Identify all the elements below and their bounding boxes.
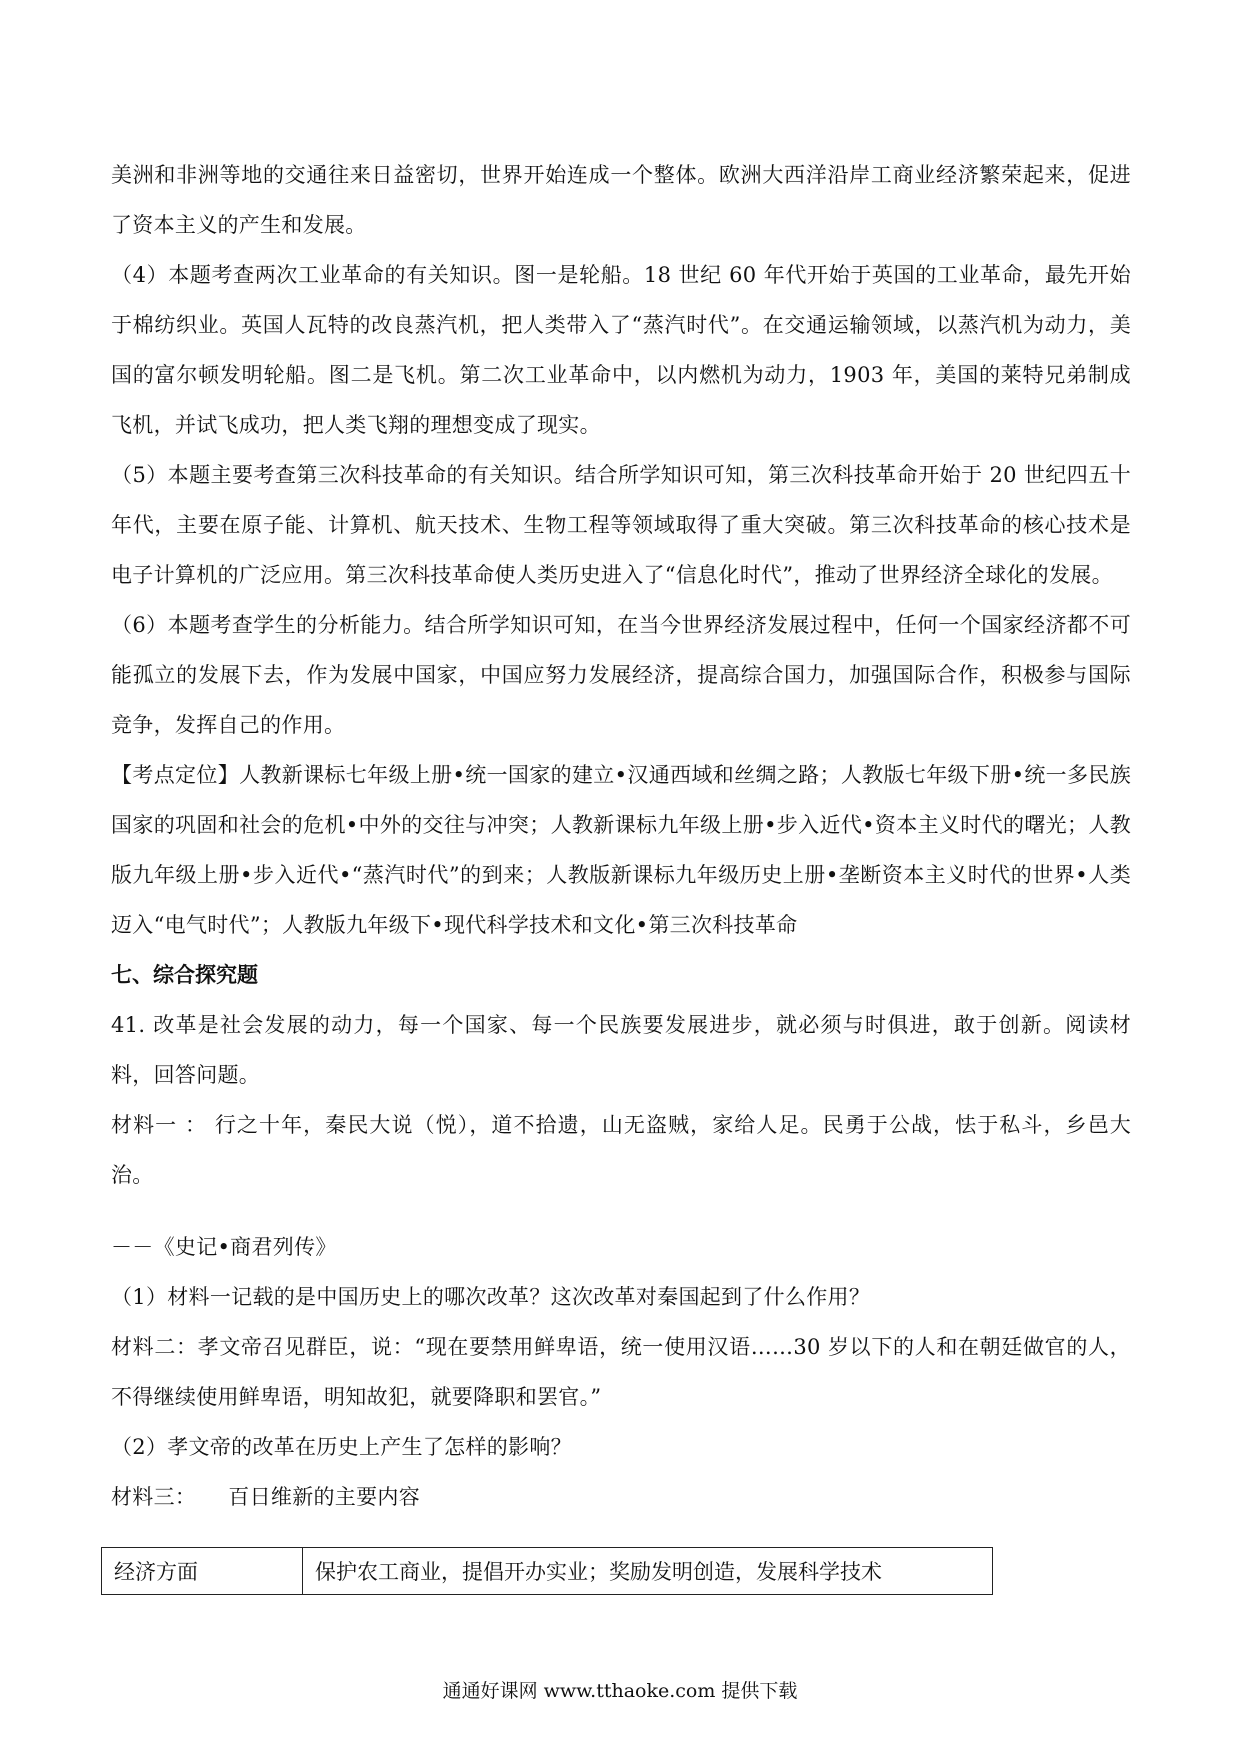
answer-6: （6）本题考查学生的分析能力。结合所学知识可知，在当今世界经济发展过程中，任何一个国家经济都不可能孤立的发展下去，作为发展中国家，中国应努力发展经济，提高综合国力，加强国际合作，积极参与国际竞争，发挥自己的作用。	[111, 613, 1131, 737]
page-footer: 通通好课网 www.tthaoke.com 提供下载	[442, 1680, 798, 1702]
table-cell-label: 经济方面	[102, 1548, 303, 1595]
answer-5: （5）本题主要考查第三次科技革命的有关知识。结合所学知识可知，第三次科技革命开始于 20 世纪四五十年代，主要在原子能、计算机、航天技术、生物工程等领域取得了重大突破。第三次科技革命的核心技术是电子计算机的广泛应用。第三次科技革命使人类历史进入了“信息化时代”，推动了世界经济全球化的发展。	[111, 463, 1131, 587]
material-2: 材料二：孝文帝召见群臣，说：“现在要禁用鲜卑语，统一使用汉语……30 岁以下的人和在朝廷做官的人，不得继续使用鲜卑语，明知故犯，就要降职和罢官。”	[111, 1335, 1131, 1409]
material-3: 材料三： 百日维新的主要内容	[111, 1485, 420, 1509]
reform-content-table	[101, 1547, 993, 1595]
question-1: （1）材料一记载的是中国历史上的哪次改革？这次改革对秦国起到了什么作用？	[111, 1285, 871, 1309]
key-point-location: 【考点定位】人教新课标七年级上册•统一国家的建立•汉通西域和丝绸之路；人教版七年级下册•统一多民族国家的巩固和社会的危机•中外的交往与冲突；人教新课标九年级上册•步入近代•资本主义时代的曙光；人教版九年级上册•步入近代•“蒸汽时代”的到来；人教版新课标九年级历史上册•垄断资本主义时代的世界•人类迈入“电气时代”；人教版九年级下•现代科学技术和文化•第三次科技革命	[111, 763, 1131, 937]
table-cell-content: 保护农工商业，提倡开办实业；奖励发明创造，发展科学技术	[303, 1548, 993, 1595]
answer-4: （4）本题考查两次工业革命的有关知识。图一是轮船。18 世纪 60 年代开始于英国的工业革命，最先开始于棉纺织业。英国人瓦特的改良蒸汽机，把人类带入了“蒸汽时代”。在交通运输领域，以蒸汽机为动力，美国的富尔顿发明轮船。图二是飞机。第二次工业革命中，以内燃机为动力，1903 年，美国的莱特兄弟制成飞机，并试飞成功，把人类飞翔的理想变成了现实。	[111, 263, 1131, 437]
section-title: 七、综合探究题	[111, 963, 258, 987]
material-1: 材料一 ： 行之十年，秦民大说（悦），道不拾遗，山无盗贼，家给人足。民勇于公战，怯于私斗，乡邑大治。	[111, 1113, 1131, 1187]
paragraph-continued: 美洲和非洲等地的交通往来日益密切，世界开始连成一个整体。欧洲大西洋沿岸工商业经济繁荣起来，促进了资本主义的产生和发展。	[111, 163, 1131, 237]
question-2: （2）孝文帝的改革在历史上产生了怎样的影响？	[111, 1435, 572, 1459]
page-content	[111, 150, 1131, 1522]
question-intro: 41. 改革是社会发展的动力，每一个国家、每一个民族要发展进步，就必须与时俱进，敢于创新。阅读材料，回答问题。	[111, 1013, 1131, 1087]
material-1-source: －－《史记•商君列传》	[111, 1235, 337, 1259]
table-row	[102, 1548, 993, 1595]
